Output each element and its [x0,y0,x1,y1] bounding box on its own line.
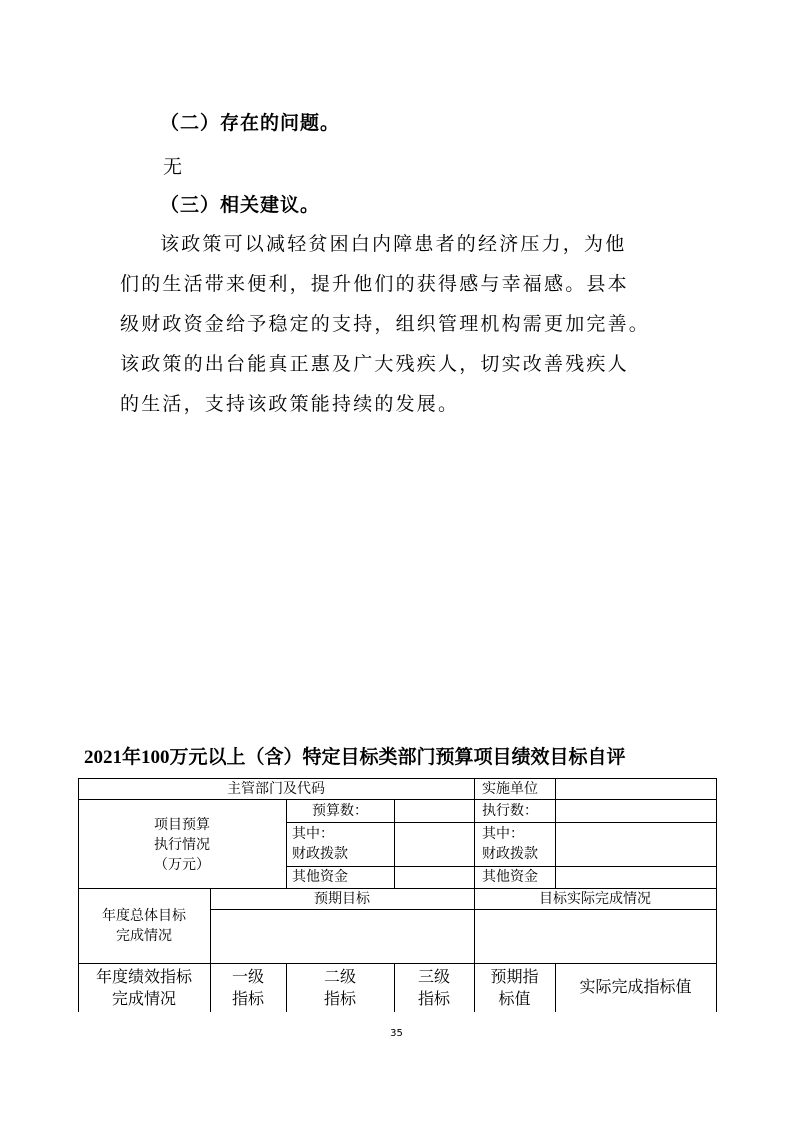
table-rule [210,909,716,910]
table-rule [78,799,716,800]
expected-value-line: 标值 [498,989,531,1008]
table-rule [716,778,717,1012]
suggestion-line: 的生活，支持该政策能持续的发展。 [120,393,460,415]
level1-label [210,966,286,1010]
annual-goal-label [78,906,210,946]
of-which-right [482,824,538,864]
budget-amount-label: 预算数： [312,803,368,819]
of-which-left [292,824,348,864]
level3-line: 指标 [417,989,450,1008]
budget-label-line: （万元） [154,857,210,873]
suggestion-line: 级财政资金给予稳定的支持，组织管理机构需更加完善。 [120,313,651,335]
suggestion-line: 该政策的出台能真正惠及广大残疾人，切实改善残疾人 [120,353,629,375]
level1-line: 一级 [231,967,264,986]
of-which-line: 财政拨款 [482,846,538,862]
of-which-line: 财政拨款 [292,846,348,862]
exec-amount-label: 执行数： [482,803,538,819]
suggestions-heading: （三）相关建议。 [160,194,321,216]
actual-goal-label: 目标实际完成情况 [539,891,651,907]
level1-line: 指标 [231,989,264,1008]
level3-label [394,966,474,1010]
level2-label [286,966,394,1010]
table-title: 2021年100万元以上（含）特定目标类部门预算项目绩效目标自评 [84,747,626,768]
issues-body: 无 [163,156,185,178]
annual-indicator-line: 完成情况 [111,989,176,1008]
level2-line: 二级 [323,967,356,986]
dept-label: 主管部门及代码 [227,781,325,797]
level3-line: 三级 [417,967,450,986]
table-rule [78,963,716,964]
table-rule [474,778,475,888]
of-which-line: 其中： [292,826,334,842]
budget-label-line: 项目预算 [154,817,210,833]
annual-goal-line: 年度总体目标 [102,908,186,924]
issues-heading: （二）存在的问题。 [160,112,341,134]
level2-line: 指标 [323,989,356,1008]
of-which-line: 其中： [482,826,524,842]
suggestion-line: 该政策可以减轻贫困白内障患者的经济压力，为他 [160,233,627,255]
expected-goal-label: 预期目标 [314,891,370,907]
expected-value-line: 预期指 [490,967,539,986]
table-rule [394,799,395,888]
annual-indicator-line: 年度绩效指标 [95,967,192,986]
table-rule [555,778,556,888]
budget-label-line: 执行情况 [154,837,210,853]
table-rule [286,822,716,823]
other-funds-left: 其他资金 [292,869,348,885]
annual-indicator-label [78,966,210,1010]
page-number: 35 [390,1028,403,1039]
budget-label [78,815,286,875]
expected-value-label [474,966,555,1010]
suggestion-line: 们的生活带来便利，提升他们的获得感与幸福感。县本 [120,273,629,295]
actual-value-label: 实际完成指标值 [579,977,692,996]
other-funds-right: 其他资金 [482,869,538,885]
annual-goal-line: 完成情况 [116,928,172,944]
impl-unit-label: 实施单位 [482,781,538,797]
